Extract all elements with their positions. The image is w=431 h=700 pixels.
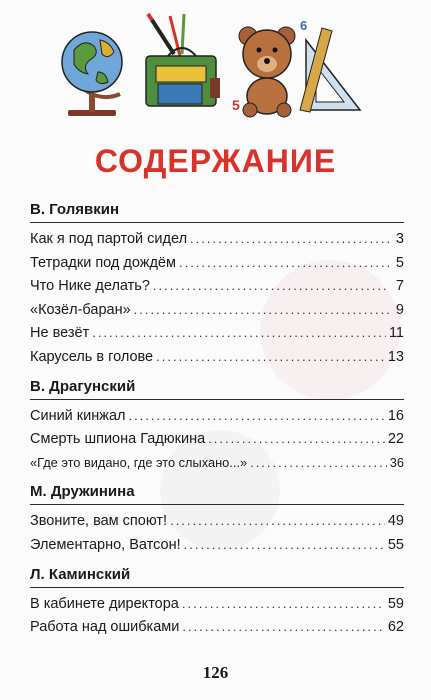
toc-entry — [30, 251, 404, 275]
entry-page: 62 — [387, 619, 404, 636]
school-supplies-illustration — [60, 10, 370, 120]
entry-title: Не везёт — [30, 325, 90, 342]
entry-title: Работа над ошибками — [30, 619, 180, 636]
dot-leader — [134, 298, 389, 322]
entry-page: 11 — [388, 325, 404, 342]
entry-title: Элементарно, Ватсон! — [30, 536, 181, 553]
entry-page: 9 — [395, 301, 404, 318]
page-number: 126 — [202, 663, 229, 682]
toc-entry — [30, 509, 404, 533]
author-rule — [30, 399, 404, 400]
entry-page: 59 — [387, 595, 404, 612]
author-heading: М. Дружинина — [30, 483, 135, 501]
dot-leader — [179, 251, 389, 275]
entry-title: Что Нике делать? — [30, 278, 150, 295]
dot-leader — [184, 533, 385, 557]
toc-entry — [30, 321, 404, 345]
entry-title: «Где это видано, где это слыхано...» — [30, 454, 248, 470]
toc-entry — [30, 592, 404, 616]
teddy-bear-icon — [239, 27, 295, 117]
dot-leader — [208, 427, 385, 451]
dot-leader — [182, 615, 385, 639]
globe-icon — [62, 32, 122, 116]
dot-leader — [170, 509, 385, 533]
dot-leader — [182, 592, 385, 616]
school-bag-icon — [146, 48, 220, 106]
toc-entry — [30, 298, 404, 322]
toc-entry — [30, 274, 404, 298]
toc-entry — [30, 533, 404, 557]
entry-page: 55 — [387, 536, 404, 553]
set-square-icon — [300, 28, 360, 112]
toc-entry — [30, 404, 404, 428]
author-heading: Л. Каминский — [30, 565, 131, 583]
author-rule — [30, 504, 404, 505]
entry-title: Звоните, вам споют! — [30, 513, 168, 530]
toc-entry — [30, 427, 404, 451]
toc-entry — [30, 345, 404, 369]
entry-page: 7 — [395, 278, 404, 295]
entry-title: Тетрадки под дождём — [30, 254, 176, 271]
pencils-icon — [148, 14, 184, 56]
digit-five: 5 — [232, 97, 240, 113]
dot-leader — [153, 274, 389, 298]
dot-leader — [190, 227, 389, 251]
entry-page: 13 — [387, 348, 404, 365]
toc-entry — [30, 615, 404, 639]
entry-page: 22 — [387, 431, 404, 448]
page-title: СОДЕРЖАНИЕ — [94, 143, 337, 179]
author-rule — [30, 587, 404, 588]
entry-page: 49 — [387, 513, 404, 530]
digit-six: 6 — [300, 18, 308, 33]
entry-title: Карусель в голове — [30, 348, 154, 365]
dot-leader — [156, 345, 385, 369]
toc-entry — [30, 451, 404, 475]
entry-title: «Козёл-баран» — [30, 301, 131, 318]
table-of-contents — [30, 198, 404, 639]
author-heading: В. Драгунский — [30, 377, 136, 395]
entry-title: В кабинете директора — [30, 595, 179, 612]
entry-page: 3 — [395, 231, 404, 247]
dot-leader — [250, 451, 387, 475]
entry-page: 36 — [389, 454, 404, 470]
dot-leader — [128, 404, 384, 428]
entry-page: 5 — [395, 254, 404, 271]
author-rule — [30, 222, 404, 223]
entry-title: Смерть шпиона Гадюкина — [30, 431, 206, 448]
dot-leader — [92, 321, 386, 345]
author-heading: В. Голявкин — [30, 201, 120, 218]
toc-entry — [30, 227, 404, 251]
entry-page: 16 — [387, 407, 404, 424]
entry-title: Как я под партой сидел — [30, 231, 188, 247]
entry-title: Синий кинжал — [30, 407, 126, 424]
